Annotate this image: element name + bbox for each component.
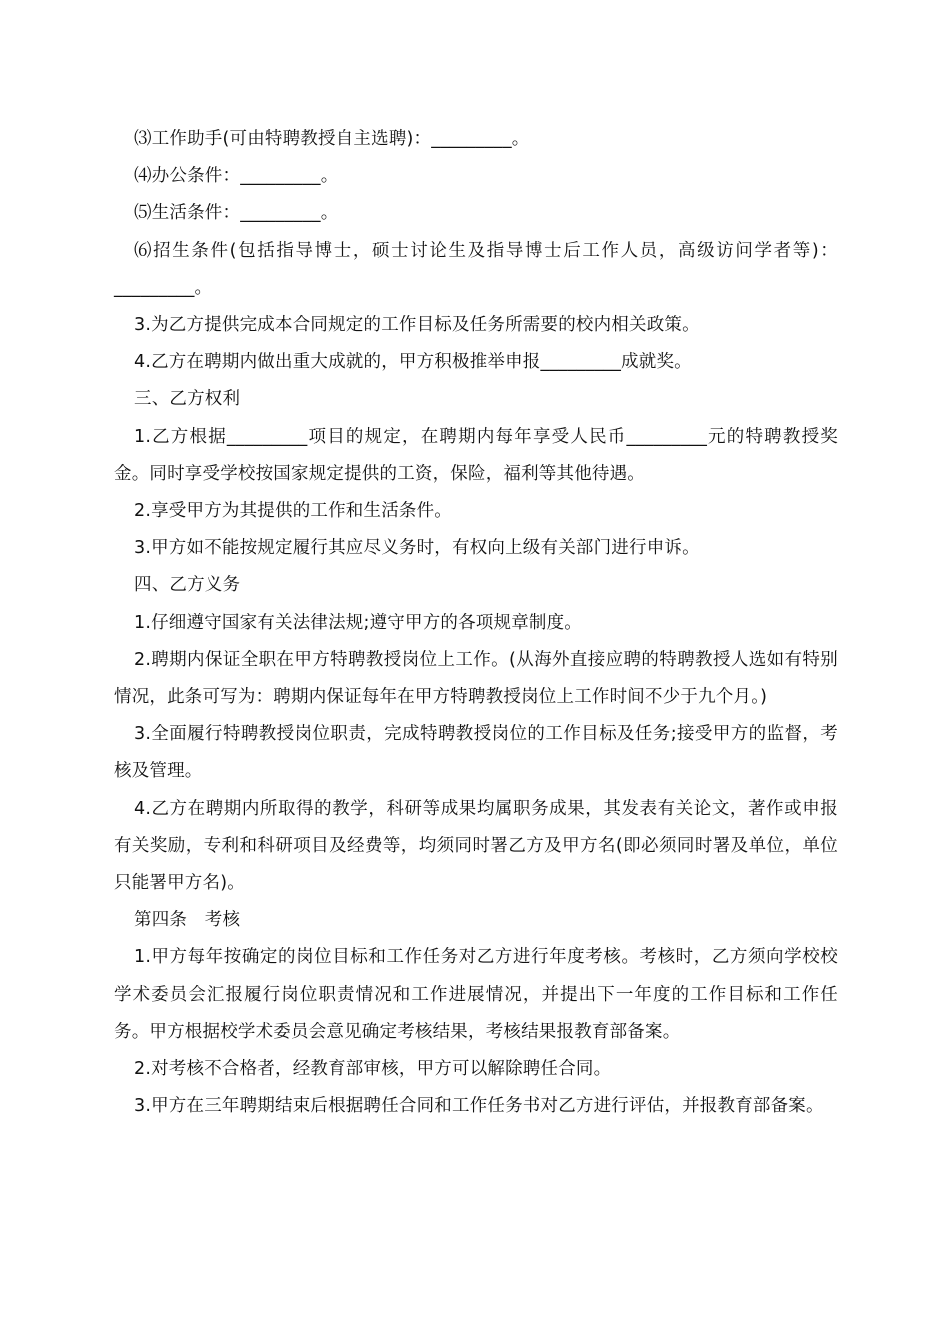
- clause-award-nomination: 4.乙方在聘期内做出重大成就的，甲方积极推举申报_________成就奖。: [134, 352, 692, 373]
- section-heading-party-b-rights: 三、乙方权利: [134, 389, 241, 410]
- clause-rights-conditions: 2.享受甲方为其提供的工作和生活条件。: [134, 501, 452, 522]
- clause-obligations-laws: 1.仔细遵守国家有关法律法规;遵守甲方的各项规章制度。: [134, 612, 582, 633]
- clause-obligations-attribution: 4.乙方在聘期内所取得的教学，科研等成果均属职务成果，其发表有关论文，著作或申报有关奖励，专利和科研项目及经费等，均须同时署乙方及甲方名(即必须同时署及单位，单位只能署甲方名)。: [114, 798, 838, 894]
- clause-obligations-fulltime: 2.聘期内保证全职在甲方特聘教授岗位上工作。(从海外直接应聘的特聘教授人选如有特别情况，此条可写为：聘期内保证每年在甲方特聘教授岗位上工作时间不少于九个月。): [114, 649, 838, 708]
- article-heading-assessment: 第四条 考核: [134, 910, 241, 931]
- section-heading-party-b-obligations: 四、乙方义务: [134, 575, 241, 596]
- clause-assessment-termination: 2.对考核不合格者，经教育部审核，甲方可以解除聘任合同。: [134, 1059, 612, 1080]
- clause-living-conditions: ⑸生活条件：_________。: [134, 203, 339, 224]
- clause-obligations-duties: 3.全面履行特聘教授岗位职责，完成特聘教授岗位的工作目标及任务;接受甲方的监督，考核及管理。: [114, 724, 838, 782]
- clause-assessment-evaluation: 3.甲方在三年聘期结束后根据聘任合同和工作任务书对乙方进行评估，并报教育部备案。: [134, 1096, 824, 1117]
- clause-work-assistant: ⑶工作助手(可由特聘教授自主选聘)：_________。: [134, 129, 530, 149]
- document-body: [114, 121, 838, 1125]
- clause-office-conditions: ⑷办公条件：_________。: [134, 166, 339, 187]
- clause-assessment-annual: 1.甲方每年按确定的岗位目标和工作任务对乙方进行年度考核。考核时，乙方须向学校校学术委员会汇报履行岗位职责情况和工作进展情况，并提出下一年度的工作目标和工作任务。甲方根据校学术委员会意见确定考核结果，考核结果报教育部备案。: [114, 947, 838, 1042]
- clause-rights-bonus: 1.乙方根据_________项目的规定，在聘期内每年享受人民币_________元的特聘教授奖金。同时享受学校按国家规定提供的工资，保险，福利等其他待遇。: [114, 426, 838, 484]
- clause-rights-appeal: 3.甲方如不能按规定履行其应尽义务时，有权向上级有关部门进行申诉。: [134, 538, 700, 559]
- clause-campus-policies: 3.为乙方提供完成本合同规定的工作目标及任务所需要的校内相关政策。: [134, 315, 700, 336]
- clause-enrollment-conditions: ⑹招生条件(包括指导博士，硕士讨论生及指导博士后工作人员，高级访问学者等)：_________。: [114, 240, 838, 298]
